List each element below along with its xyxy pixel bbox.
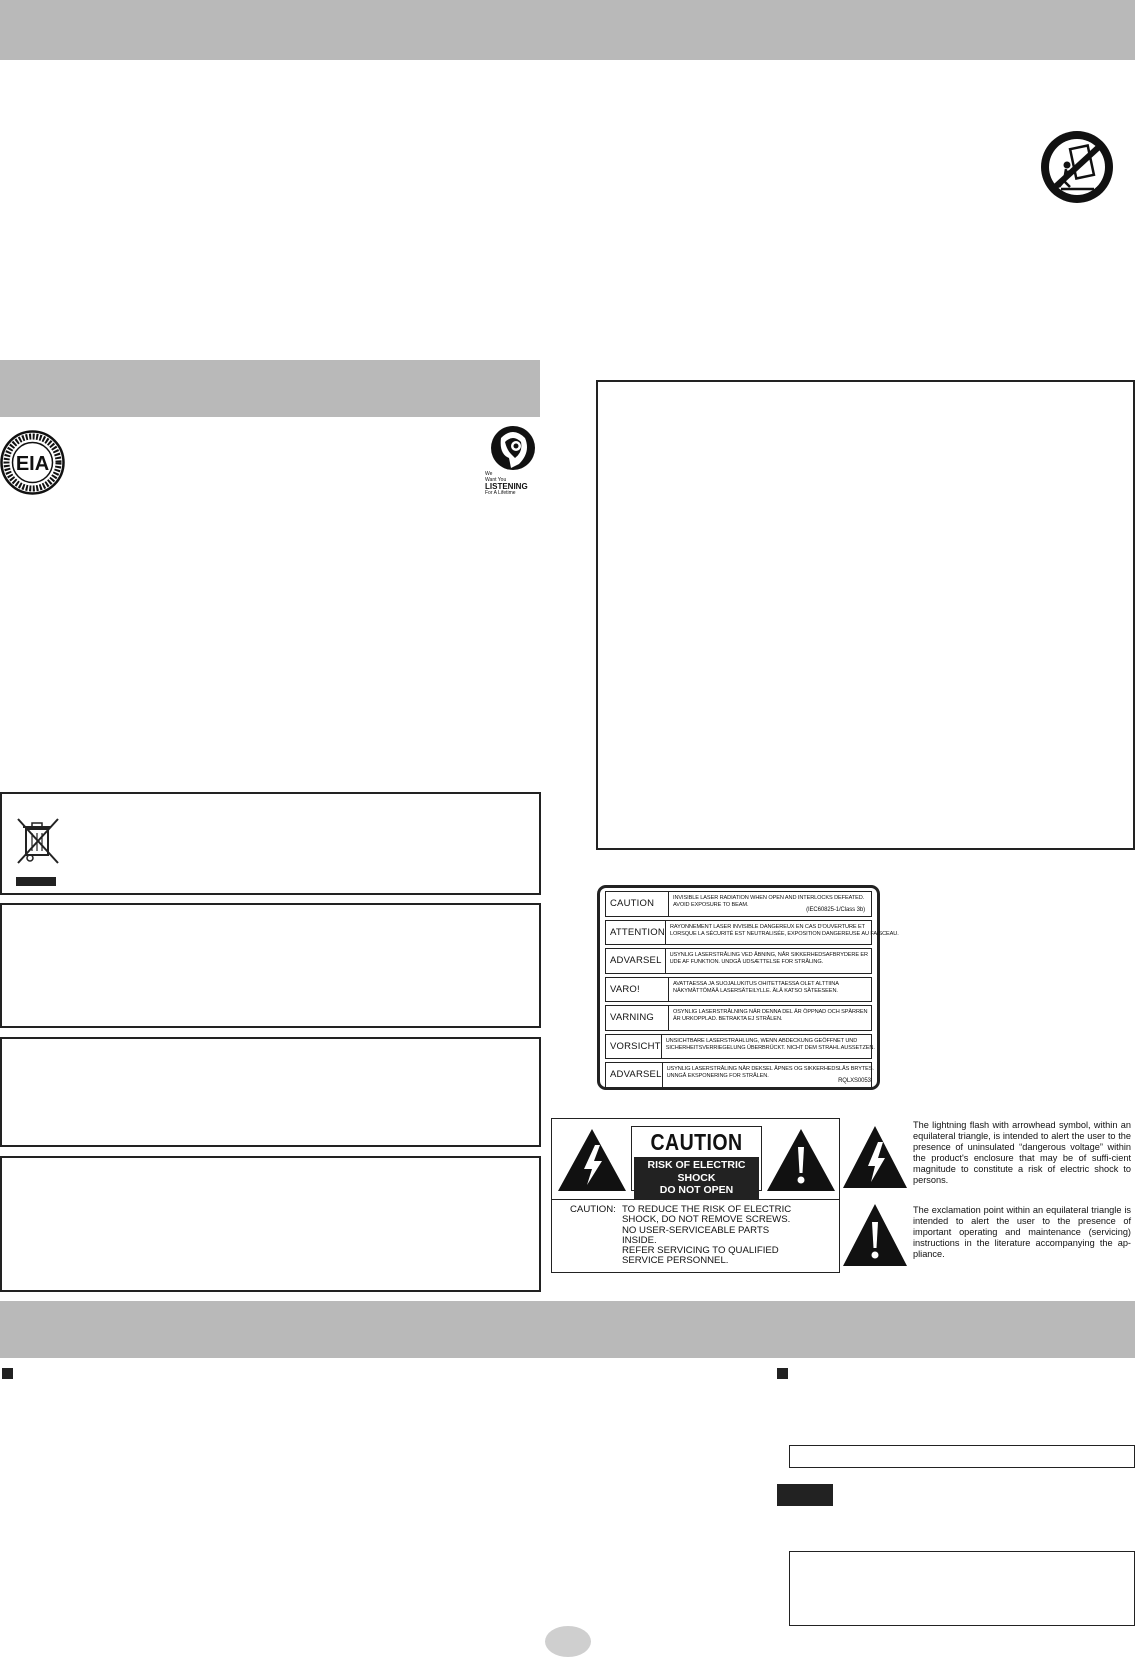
listening-logo-line1: We (485, 471, 493, 477)
caution-instructions (622, 1205, 837, 1267)
laser-label-line1: USYNLIG LASERSTRÅLING NÅR DEKSEL ÅPNES OG SIKKERHEDSLÅS BRYTES. (666, 1066, 874, 1072)
laser-label-line2: SICHERHEITSVERRIEGELUNG ÜBERBRÜCKT. NICHT DEM STRAHL AUSSETZEN. (665, 1044, 875, 1051)
laser-label-row (605, 948, 872, 974)
right-notice-box (596, 380, 1135, 850)
exclamation-explanation-icon (841, 1202, 909, 1268)
caution-line: INSIDE. (622, 1234, 657, 1246)
bottom-right-notice-box (789, 1551, 1135, 1626)
page-number-badge (545, 1626, 591, 1657)
laser-label-word: CAUTION (606, 892, 669, 916)
laser-label-row (605, 891, 872, 917)
laser-label-line1: UNSICHTBARE LASERSTRAHLUNG, WENN ABDECKUNG GEÖFFNET UND (665, 1037, 858, 1044)
notice-box-1 (0, 903, 541, 1028)
caution-line: TO REDUCE THE RISK OF ELECTRIC (622, 1204, 792, 1215)
caution-sign-subtitle-line1: RISK OF ELECTRIC SHOCK (647, 1159, 746, 1184)
caution-line: SERVICE PERSONNEL. (622, 1255, 729, 1267)
laser-label-line1: INVISIBLE LASER RADIATION WHEN OPEN AND INTERLOCKS DEFEATED. (673, 895, 865, 901)
laser-label-line2: UDE AF FUNKTION. UNDGÅ UDSÆTTELSE FOR STRÅLING. (669, 959, 824, 965)
listening-logo-line2: Want You (485, 476, 507, 483)
left-bullet-square (2, 1368, 13, 1379)
laser-label-word: VORSICHT (606, 1035, 662, 1059)
lightning-triangle-icon (556, 1127, 628, 1193)
listening-logo-line4: For A Lifetime (485, 490, 516, 496)
laser-label-class-note: (IEC60825-1/Class 3b) (806, 906, 865, 913)
laser-label-row (605, 1062, 872, 1088)
laser-label-line1: OSYNLIG LASERSTRÅLNING NÄR DENNA DEL ÄR ÖPPNAD OCH SPÄRREN (673, 1009, 868, 1015)
lightning-symbol-explanation: The lightning flash with arrowhead symbol, within an equilateral triangle, is intended to alert the user to the presence of uninsulated “dangerous voltage” within the product's enclosure that may be of suffi-cient magnitude to constitute a risk of electric shock to persons. (913, 1120, 1131, 1185)
panel-divider (552, 1199, 839, 1200)
caution-line: REFER SERVICING TO QUALIFIED (622, 1245, 779, 1257)
laser-caution-label (597, 885, 899, 1090)
laser-label-word: ATTENTION (606, 921, 666, 945)
caution-sign-subtitle-line2: DO NOT OPEN (659, 1184, 734, 1196)
cart-tipover-warning-icon (1039, 129, 1115, 205)
right-bullet-square (777, 1368, 788, 1379)
listening-logo-line3: LISTENING (485, 482, 528, 491)
laser-label-word: VARO! (606, 978, 669, 1002)
eia-logo (0, 430, 65, 495)
laser-label-line1: RAYONNEMENT LASER INVISIBLE DANGEREUX EN CAS D'OUVERTURE ET (669, 923, 865, 930)
weee-black-bar (16, 877, 56, 886)
electric-shock-caution-panel (551, 1118, 840, 1273)
notice-box-2 (0, 1037, 541, 1147)
laser-label-line2: UNNGÅ EKSPONERING FOR STRÅLEN. (666, 1073, 769, 1079)
notice-box-3 (0, 1156, 541, 1292)
laser-label-line1: USYNLIG LASERSTRÅLING VED ÅBNING, NÅR SIKKERHEDSAFBRYDERE ER (669, 952, 868, 958)
laser-label-word: VARNING (606, 1006, 669, 1030)
crossed-out-bin-icon (12, 815, 64, 867)
caution-sign (631, 1126, 762, 1196)
laser-label-line2: AVOID EXPOSURE TO BEAM. (673, 902, 749, 908)
laser-label-row (605, 920, 899, 946)
caution-line: NO USER-SERVICEABLE PARTS (622, 1224, 770, 1236)
laser-label-line2: NÄKYMÄTTÖMÄÄ LASERSÄTEILYLLE. ÄLÄ KATSO SÄTEESEEN. (673, 987, 838, 994)
bottom-right-input-box (789, 1445, 1135, 1468)
laser-label-row (605, 1005, 872, 1031)
caution-line: SHOCK, DO NOT REMOVE SCREWS. (622, 1214, 791, 1226)
bottom-right-black-label (777, 1484, 833, 1506)
bottom-section-header-band (0, 1301, 1135, 1358)
left-section-header-band (0, 360, 540, 417)
laser-label-word: ADVARSEL (606, 949, 666, 973)
laser-label-line1: AVATTAESSA JA SUOJALUKITUS OHITETTAESSA OLET ALTTIINA (673, 980, 839, 987)
exclamation-triangle-icon (765, 1127, 837, 1193)
weee-disposal-box (0, 792, 541, 895)
top-section-header-band (0, 0, 1135, 60)
laser-label-row (605, 1034, 875, 1060)
eia-logo-text: EIA (15, 453, 50, 475)
laser-label-row (605, 977, 872, 1003)
laser-label-part-code: RQLXS0053 (838, 1077, 871, 1084)
laser-label-word: ADVARSEL (606, 1063, 663, 1087)
exclamation-symbol-explanation: The exclamation point within an equilateral triangle is intended to alert the user to the presence of important operating and maintenance (servicing) instructions in the literature accompanying the ap-pliance. (913, 1205, 1131, 1259)
laser-label-line2: ÄR URKOPPLAD. BETRAKTA EJ STRÅLEN. (673, 1016, 783, 1022)
listening-for-a-lifetime-logo (485, 424, 541, 500)
caution-sign-title: CAUTION (650, 1129, 743, 1155)
laser-label-line2: LORSQUE LA SÉCURITÉ EST NEUTRALISÉE, EXPOSITION DANGEREUSE AU FAISCEAU. (669, 930, 899, 937)
caution-label: CAUTION: (570, 1204, 616, 1215)
lightning-explanation-icon (841, 1124, 909, 1190)
